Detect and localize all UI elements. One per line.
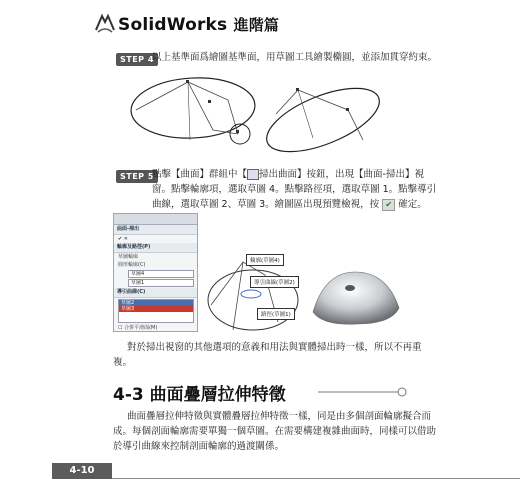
callout-guide: 導引曲線(草圖2) (250, 276, 299, 288)
step4-badge: STEP 4 (116, 53, 158, 66)
paragraph1-line2: 複。 (113, 357, 133, 368)
step5-line1-a: 點擊【曲面】群組中【 (152, 169, 248, 180)
paragraph2-line3: 於導引曲線來控制剖面輪廓的過渡關係。 (113, 441, 285, 452)
panel-section-profile[interactable]: 輪廓及路徑(P) (114, 243, 197, 253)
sweep-surface-icon (247, 169, 259, 180)
profile-field[interactable]: 草圖4 (128, 270, 194, 278)
book-logo-icon (94, 12, 116, 34)
callout-profile: 輪廓(草圖4) (246, 254, 284, 266)
step5-line3-b: 確定。 (398, 199, 427, 210)
header-title-text: SolidWorks (118, 15, 228, 35)
guide-item-2[interactable]: 草圖3 (119, 306, 193, 312)
panel-title: 曲面-掃出 (114, 225, 197, 235)
step4-text: 以上基準面爲繪圖基準面，用草圖工具繪製橢圓，並添加貫穿約束。 (152, 52, 438, 63)
paragraph2-line2: 成。每個剖面輪廓需要單獨一個草圖。在需要構建複雜曲面時，同樣可以借助 (113, 426, 437, 437)
header-title-suffix: 進階篇 (233, 16, 280, 34)
callout-path: 路徑(草圖1) (257, 308, 295, 320)
paragraph1-line1: 對於掃出視窗的其他選項的意義和用法與實體掃出時一樣，所以不再重 (127, 342, 422, 353)
panel-toolbar (114, 214, 197, 225)
sweep-property-panel (113, 213, 198, 332)
path-field[interactable]: 草圖1 (128, 279, 194, 287)
swept-surface-render (305, 262, 405, 332)
step5-line2: 窗。點擊輪廓項，選取草圖 4。點擊路徑項，選取草圖 1。點擊導引 (152, 184, 437, 195)
step5-line1-b: 掃出曲面】按鈕，出現【曲面-掃出】視 (259, 169, 424, 180)
step5-line1 (152, 167, 482, 182)
paragraph2-line1: 曲面疊層拉伸特徵與實體疊層拉伸特徵一樣，同是由多個剖面輪廓擬合而 (127, 411, 432, 422)
ellipse-sketch-figure (118, 70, 388, 160)
checkmark-icon: ✔ (382, 199, 395, 211)
option-sketch-profile[interactable]: 草圖輪廓 (118, 254, 139, 260)
footer-rule (112, 478, 520, 479)
section-number: 4-3 (113, 385, 144, 405)
section-heading (113, 380, 286, 405)
step5-line3 (152, 197, 482, 212)
guide-item-1[interactable]: 草圖2 (119, 300, 193, 306)
section-title: 曲面疊層拉伸特徵 (149, 385, 286, 405)
panel-section-guides[interactable]: 導引曲線(C) (114, 288, 197, 298)
page-header-title (118, 14, 279, 35)
guide-curves-list[interactable] (118, 299, 194, 323)
option-circular-profile[interactable]: 圓形輪廓(C) (118, 262, 146, 268)
merge-smooth-label: 合併平滑面(M) (124, 325, 158, 331)
page-number: 4-10 (52, 463, 112, 479)
step5-line3-a: 曲線，選取草圖 2、草圖 3。繪圖區出現預覽檢視，按 (152, 199, 380, 210)
section-decor-line (318, 383, 408, 401)
merge-smooth-checkbox[interactable]: ☐ 合併平滑面(M) (118, 325, 158, 331)
panel-ok-cancel[interactable]: ✔ ✕ (118, 236, 128, 242)
step5-badge: STEP 5 (116, 170, 158, 183)
